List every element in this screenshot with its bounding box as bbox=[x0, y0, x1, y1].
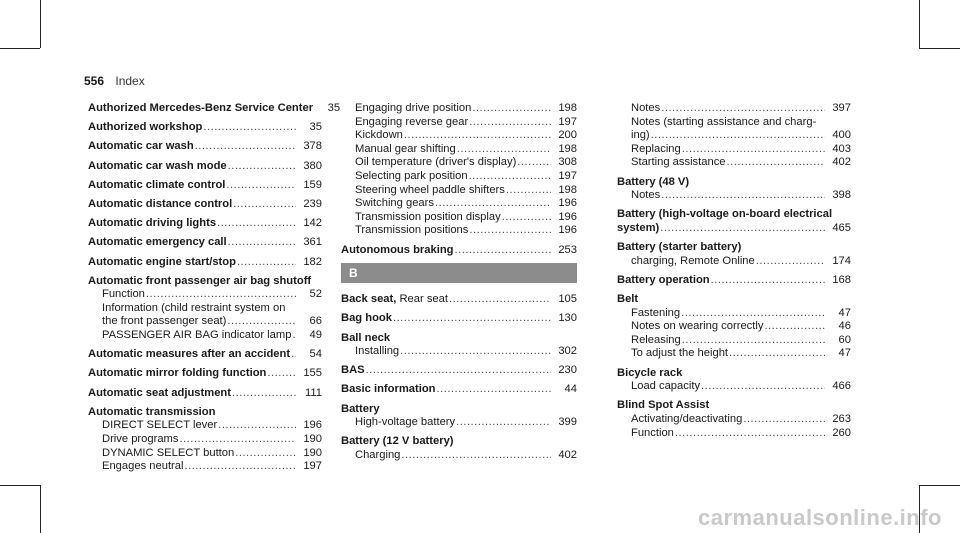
term-text: Oil temperature (driver's display) bbox=[355, 156, 517, 169]
term-text: Automatic transmission bbox=[88, 405, 216, 418]
crop-mark-bottom-left-v bbox=[40, 485, 41, 533]
term-text: Automatic engine start/stop bbox=[88, 255, 236, 268]
index-entry bbox=[617, 102, 851, 170]
index-subterm[interactable] bbox=[88, 315, 322, 329]
page-reference: 308 bbox=[558, 156, 577, 169]
index-subterm[interactable] bbox=[341, 129, 577, 143]
page-reference: 197 bbox=[303, 460, 322, 473]
page-reference: 35 bbox=[309, 121, 322, 134]
index-subterm[interactable] bbox=[617, 129, 851, 143]
leader-dots bbox=[469, 170, 551, 184]
leader-dots bbox=[711, 274, 825, 288]
term-text: Battery operation bbox=[617, 273, 710, 286]
leader-dots bbox=[456, 416, 551, 430]
term-text: Automatic mirror folding function bbox=[88, 367, 267, 380]
index-entry bbox=[88, 198, 322, 212]
index-term[interactable] bbox=[88, 121, 322, 135]
leader-dots bbox=[437, 383, 552, 397]
page-reference: 397 bbox=[832, 102, 851, 114]
term-text: Automatic climate control bbox=[88, 178, 226, 191]
leader-dots bbox=[506, 184, 551, 198]
index-subterm[interactable] bbox=[88, 288, 322, 302]
crop-mark-top-right-v bbox=[919, 0, 920, 48]
page-reference: 196 bbox=[558, 210, 577, 223]
index-subterm[interactable] bbox=[341, 116, 577, 130]
term-text: Notes bbox=[631, 189, 661, 202]
page-reference: 35 bbox=[327, 102, 341, 114]
index-subterm[interactable] bbox=[341, 416, 577, 430]
index-term[interactable] bbox=[617, 367, 851, 381]
leader-dots bbox=[227, 315, 296, 329]
leader-dots bbox=[727, 156, 825, 170]
term-text: Bag hook bbox=[341, 312, 392, 325]
page-reference: 142 bbox=[303, 217, 322, 230]
index-term[interactable] bbox=[88, 406, 322, 420]
crop-mark-top-right-h bbox=[919, 48, 960, 49]
index-term[interactable] bbox=[617, 208, 851, 222]
index-entry bbox=[88, 236, 322, 250]
leader-dots bbox=[651, 129, 825, 143]
leader-dots bbox=[237, 256, 296, 270]
leader-dots bbox=[404, 129, 551, 143]
term-text: Transmission positions bbox=[355, 224, 469, 237]
index-entry bbox=[88, 179, 322, 193]
index-entry bbox=[341, 244, 577, 258]
term-text: Automatic measures after an accident bbox=[88, 348, 291, 361]
index-term[interactable] bbox=[341, 403, 577, 417]
term-text: Automatic distance control bbox=[88, 197, 233, 210]
leader-dots bbox=[675, 427, 825, 441]
term-text: Battery (48 V) bbox=[617, 175, 690, 188]
leader-dots bbox=[366, 364, 551, 378]
index-subterm[interactable] bbox=[88, 447, 322, 461]
index-term[interactable] bbox=[341, 244, 577, 258]
index-entry bbox=[88, 406, 322, 474]
leader-dots bbox=[660, 222, 825, 236]
index-subterm[interactable] bbox=[617, 413, 851, 427]
page-reference: 190 bbox=[303, 446, 322, 459]
leader-dots bbox=[681, 307, 825, 321]
index-term[interactable] bbox=[617, 293, 851, 307]
term-text: Replacing bbox=[631, 142, 681, 155]
index-term[interactable] bbox=[341, 364, 577, 378]
term-text: Kickdown bbox=[355, 129, 403, 142]
index-subterm[interactable] bbox=[617, 427, 851, 441]
page-reference: 200 bbox=[558, 129, 577, 142]
page-reference: 466 bbox=[832, 380, 851, 393]
crop-mark-bottom-right-h bbox=[919, 485, 960, 486]
page-reference: 465 bbox=[832, 221, 851, 234]
crop-mark-bottom-left-h bbox=[0, 485, 40, 486]
page-header bbox=[84, 74, 145, 88]
page-reference: 46 bbox=[838, 320, 851, 333]
term-text: Automatic car wash mode bbox=[88, 159, 227, 172]
index-entry bbox=[88, 160, 322, 174]
index-subterm[interactable] bbox=[341, 156, 577, 170]
leader-dots bbox=[435, 197, 551, 211]
leader-dots bbox=[203, 121, 296, 135]
term-text: Blind Spot Assist bbox=[617, 399, 710, 412]
index-entry bbox=[341, 403, 577, 430]
term-text: Automatic driving lights bbox=[88, 217, 217, 230]
leader-dots bbox=[472, 102, 551, 116]
page-reference: 198 bbox=[558, 183, 577, 196]
leader-dots bbox=[218, 419, 296, 433]
crop-mark-top-left-h bbox=[0, 48, 40, 49]
index-entry bbox=[617, 176, 851, 203]
term-text: Authorized workshop bbox=[88, 121, 203, 134]
index-entry bbox=[88, 102, 341, 116]
index-entry bbox=[88, 275, 322, 343]
index-subterm[interactable] bbox=[617, 102, 851, 116]
leader-dots bbox=[401, 449, 551, 463]
leader-dots bbox=[469, 224, 551, 238]
page-reference: 260 bbox=[832, 426, 851, 439]
leader-dots bbox=[517, 156, 551, 170]
index-entry bbox=[88, 387, 322, 401]
index-subterm[interactable] bbox=[617, 334, 851, 348]
term-text: Automatic car wash bbox=[88, 140, 194, 153]
index-term[interactable] bbox=[341, 312, 577, 326]
index-entry bbox=[88, 256, 322, 270]
index-subterm[interactable] bbox=[341, 170, 577, 184]
index-entry bbox=[617, 241, 851, 268]
index-subterm[interactable] bbox=[617, 116, 851, 130]
page-reference: 402 bbox=[832, 156, 851, 169]
term-text: Battery (12 V battery) bbox=[341, 435, 454, 448]
page-reference: 174 bbox=[832, 254, 851, 267]
leader-dots bbox=[184, 460, 296, 474]
index-term[interactable] bbox=[341, 435, 577, 449]
term-text: Notes bbox=[631, 102, 661, 114]
page-reference: 155 bbox=[303, 367, 322, 380]
leader-dots bbox=[661, 189, 825, 203]
term-text: Ball neck bbox=[341, 331, 391, 344]
term-text: High-voltage battery bbox=[355, 416, 456, 429]
index-term[interactable] bbox=[617, 222, 851, 236]
page-reference: 111 bbox=[304, 386, 322, 399]
leader-dots bbox=[291, 348, 296, 362]
term-text: Engages neutral bbox=[102, 460, 184, 473]
leader-dots bbox=[743, 413, 825, 427]
term-text: Bicycle rack bbox=[617, 366, 683, 379]
index-subterm[interactable] bbox=[617, 255, 851, 269]
page-reference: 66 bbox=[309, 315, 322, 328]
page-number: 556 bbox=[84, 74, 105, 88]
index-entry bbox=[341, 435, 577, 462]
index-subterm[interactable] bbox=[88, 329, 322, 343]
index-entry bbox=[341, 312, 577, 326]
leader-dots bbox=[232, 387, 296, 401]
page-reference: 398 bbox=[832, 189, 851, 202]
leader-dots bbox=[701, 380, 825, 394]
leader-dots bbox=[217, 217, 296, 231]
index-entry bbox=[617, 274, 851, 288]
index-subterm[interactable] bbox=[617, 320, 851, 334]
term-text: Engaging drive position bbox=[355, 102, 472, 114]
leader-dots bbox=[179, 433, 296, 447]
term-text: Steering wheel paddle shifters bbox=[355, 183, 505, 196]
page-reference: 190 bbox=[303, 433, 322, 445]
index-term[interactable] bbox=[88, 179, 322, 193]
index-subterm[interactable] bbox=[617, 380, 851, 394]
leader-dots bbox=[682, 143, 825, 157]
leader-dots bbox=[729, 347, 825, 361]
term-text: DIRECT SELECT lever bbox=[102, 419, 218, 432]
term-text: Battery (high-voltage on-board electrical bbox=[617, 208, 833, 221]
page-reference: 399 bbox=[558, 416, 577, 429]
leader-dots bbox=[267, 367, 296, 381]
index-entry bbox=[617, 293, 851, 361]
page-reference: 400 bbox=[832, 129, 851, 142]
term-text: Load capacity bbox=[631, 380, 701, 393]
index-term[interactable] bbox=[88, 236, 322, 250]
term-text: Automatic front passenger air bag shutoff bbox=[88, 274, 312, 287]
term-text: Function bbox=[631, 426, 674, 439]
cross-reference: Rear seat bbox=[396, 293, 448, 306]
leader-dots bbox=[682, 334, 825, 348]
index-column-1 bbox=[88, 102, 341, 479]
term-text: system) bbox=[617, 221, 660, 234]
index-subterm[interactable] bbox=[88, 302, 322, 316]
index-term[interactable] bbox=[88, 367, 322, 381]
index-subterm[interactable] bbox=[341, 224, 577, 238]
index-term[interactable] bbox=[88, 348, 322, 362]
term-text: Back seat, bbox=[341, 293, 397, 306]
index-term[interactable] bbox=[341, 293, 577, 307]
page-reference: 196 bbox=[558, 224, 577, 237]
leader-dots bbox=[146, 288, 296, 302]
index-subterm[interactable] bbox=[617, 347, 851, 361]
page-reference: 130 bbox=[558, 312, 577, 325]
term-text: Engaging reverse gear bbox=[355, 115, 469, 128]
term-text: Information (child restraint system on bbox=[102, 301, 286, 314]
index-column-3 bbox=[617, 102, 851, 446]
page-reference: 196 bbox=[303, 419, 322, 432]
leader-dots bbox=[449, 293, 551, 307]
leader-dots bbox=[393, 312, 551, 326]
page-reference: 253 bbox=[558, 243, 577, 256]
term-text: Fastening bbox=[631, 306, 681, 319]
leader-dots bbox=[764, 320, 825, 334]
term-text: Switching gears bbox=[355, 197, 434, 210]
index-term[interactable] bbox=[88, 275, 322, 289]
term-text: Activating/deactivating bbox=[631, 413, 743, 426]
index-term[interactable] bbox=[88, 198, 322, 212]
index-entry bbox=[88, 121, 322, 135]
index-entry bbox=[88, 140, 322, 154]
page-reference: 380 bbox=[303, 159, 322, 172]
page-reference: 263 bbox=[832, 413, 851, 426]
term-text: Notes on wearing correctly bbox=[631, 320, 764, 333]
page-reference: 239 bbox=[303, 197, 322, 210]
index-term[interactable] bbox=[88, 256, 322, 270]
index-term[interactable] bbox=[88, 102, 341, 116]
crop-mark-top-left-v bbox=[40, 0, 41, 48]
term-text: Battery bbox=[341, 402, 380, 415]
page-reference: 159 bbox=[303, 178, 322, 191]
index-term[interactable] bbox=[617, 274, 851, 288]
page-reference: 198 bbox=[558, 142, 577, 155]
index-subterm[interactable] bbox=[617, 156, 851, 170]
index-term[interactable] bbox=[341, 383, 577, 397]
index-subterm[interactable] bbox=[341, 102, 577, 116]
index-subterm[interactable] bbox=[341, 211, 577, 225]
index-column-2 bbox=[341, 102, 577, 468]
index-term[interactable] bbox=[617, 399, 851, 413]
term-text: Manual gear shifting bbox=[355, 142, 456, 155]
page-reference: 230 bbox=[558, 364, 577, 377]
leader-dots bbox=[756, 255, 825, 269]
leader-dots bbox=[502, 211, 551, 225]
index-subterm[interactable] bbox=[88, 433, 322, 447]
index-term[interactable] bbox=[88, 217, 322, 231]
leader-dots bbox=[400, 345, 551, 359]
term-text: Autonomous braking bbox=[341, 243, 454, 256]
index-entry bbox=[88, 217, 322, 231]
index-entry bbox=[617, 399, 851, 440]
term-text: DYNAMIC SELECT button bbox=[102, 446, 235, 459]
page-reference: 196 bbox=[558, 197, 577, 210]
term-text: Basic information bbox=[341, 383, 436, 396]
term-text: Battery (starter battery) bbox=[617, 241, 742, 254]
index-subterm[interactable] bbox=[341, 197, 577, 211]
index-subterm[interactable] bbox=[617, 189, 851, 203]
index-term[interactable] bbox=[88, 140, 322, 154]
term-text: Authorized Mercedes-Benz Service Center bbox=[88, 102, 314, 114]
page-reference: 198 bbox=[558, 102, 577, 114]
page-reference: 302 bbox=[558, 345, 577, 358]
index-entry bbox=[341, 293, 577, 307]
leader-dots bbox=[195, 140, 296, 154]
leader-dots bbox=[457, 143, 551, 157]
page-reference: 105 bbox=[558, 293, 577, 306]
index-subterm[interactable] bbox=[341, 449, 577, 463]
page-reference: 44 bbox=[564, 383, 577, 396]
leader-dots bbox=[661, 102, 825, 116]
page-reference: 168 bbox=[832, 273, 851, 286]
page-reference: 60 bbox=[838, 333, 851, 346]
page-reference: 197 bbox=[558, 115, 577, 128]
letter-heading: B bbox=[341, 263, 577, 283]
term-text: Selecting park position bbox=[355, 169, 468, 182]
term-text: Installing bbox=[355, 345, 400, 358]
leader-dots bbox=[455, 244, 552, 258]
index-entry bbox=[341, 383, 577, 397]
leader-dots bbox=[228, 160, 296, 174]
index-entry bbox=[617, 367, 851, 394]
index-subterm[interactable] bbox=[617, 143, 851, 157]
index-entry bbox=[341, 102, 577, 238]
leader-dots bbox=[235, 447, 296, 461]
leader-dots bbox=[292, 329, 296, 343]
page-reference: 182 bbox=[303, 255, 322, 268]
index-entry bbox=[341, 364, 577, 378]
term-text: Function bbox=[102, 288, 145, 301]
term-text: BAS bbox=[341, 364, 365, 377]
index-term[interactable] bbox=[617, 241, 851, 255]
index-entry bbox=[617, 208, 851, 235]
page-reference: 402 bbox=[558, 449, 577, 462]
page-reference: 378 bbox=[303, 140, 322, 153]
page-reference: 47 bbox=[838, 306, 851, 319]
index-subterm[interactable] bbox=[341, 345, 577, 359]
leader-dots bbox=[233, 198, 296, 212]
term-text: Transmission position display bbox=[355, 210, 501, 223]
index-subterm[interactable] bbox=[341, 184, 577, 198]
term-text: Belt bbox=[617, 293, 639, 306]
page-reference: 197 bbox=[558, 169, 577, 182]
page-reference: 47 bbox=[838, 347, 851, 360]
term-text: Releasing bbox=[631, 333, 681, 346]
index-entry bbox=[88, 367, 322, 381]
index-subterm[interactable] bbox=[88, 419, 322, 433]
index-subterm[interactable] bbox=[341, 143, 577, 157]
index-term[interactable] bbox=[341, 332, 577, 346]
term-text: To adjust the height bbox=[631, 347, 729, 360]
page-reference: 361 bbox=[303, 236, 322, 249]
index-term[interactable] bbox=[88, 387, 322, 401]
page-reference: 54 bbox=[309, 348, 322, 361]
term-text: Automatic emergency call bbox=[88, 236, 227, 249]
index-subterm[interactable] bbox=[617, 307, 851, 321]
page-reference: 49 bbox=[309, 329, 322, 342]
index-entry bbox=[341, 332, 577, 359]
term-text: ing) bbox=[631, 129, 650, 142]
leader-dots bbox=[226, 179, 296, 193]
term-text: Drive programs bbox=[102, 433, 179, 445]
index-term[interactable] bbox=[617, 176, 851, 190]
term-text: Notes (starting assistance and charg- bbox=[631, 115, 817, 128]
term-text: charging, Remote Online bbox=[631, 254, 755, 267]
leader-dots bbox=[469, 116, 551, 130]
page-reference: 52 bbox=[309, 288, 322, 301]
term-text: Automatic seat adjustment bbox=[88, 386, 231, 399]
term-text: the front passenger seat) bbox=[102, 315, 227, 328]
term-text: PASSENGER AIR BAG indicator lamp bbox=[102, 329, 292, 342]
index-entry bbox=[88, 348, 322, 362]
term-text: Charging bbox=[355, 449, 401, 462]
page-reference: 403 bbox=[832, 142, 851, 155]
leader-dots bbox=[228, 236, 296, 250]
index-subterm[interactable] bbox=[88, 460, 322, 474]
watermark: carmanualsonline.info bbox=[698, 505, 942, 530]
section-title: Index bbox=[115, 74, 145, 88]
index-term[interactable] bbox=[88, 160, 322, 174]
term-text: Starting assistance bbox=[631, 156, 726, 169]
